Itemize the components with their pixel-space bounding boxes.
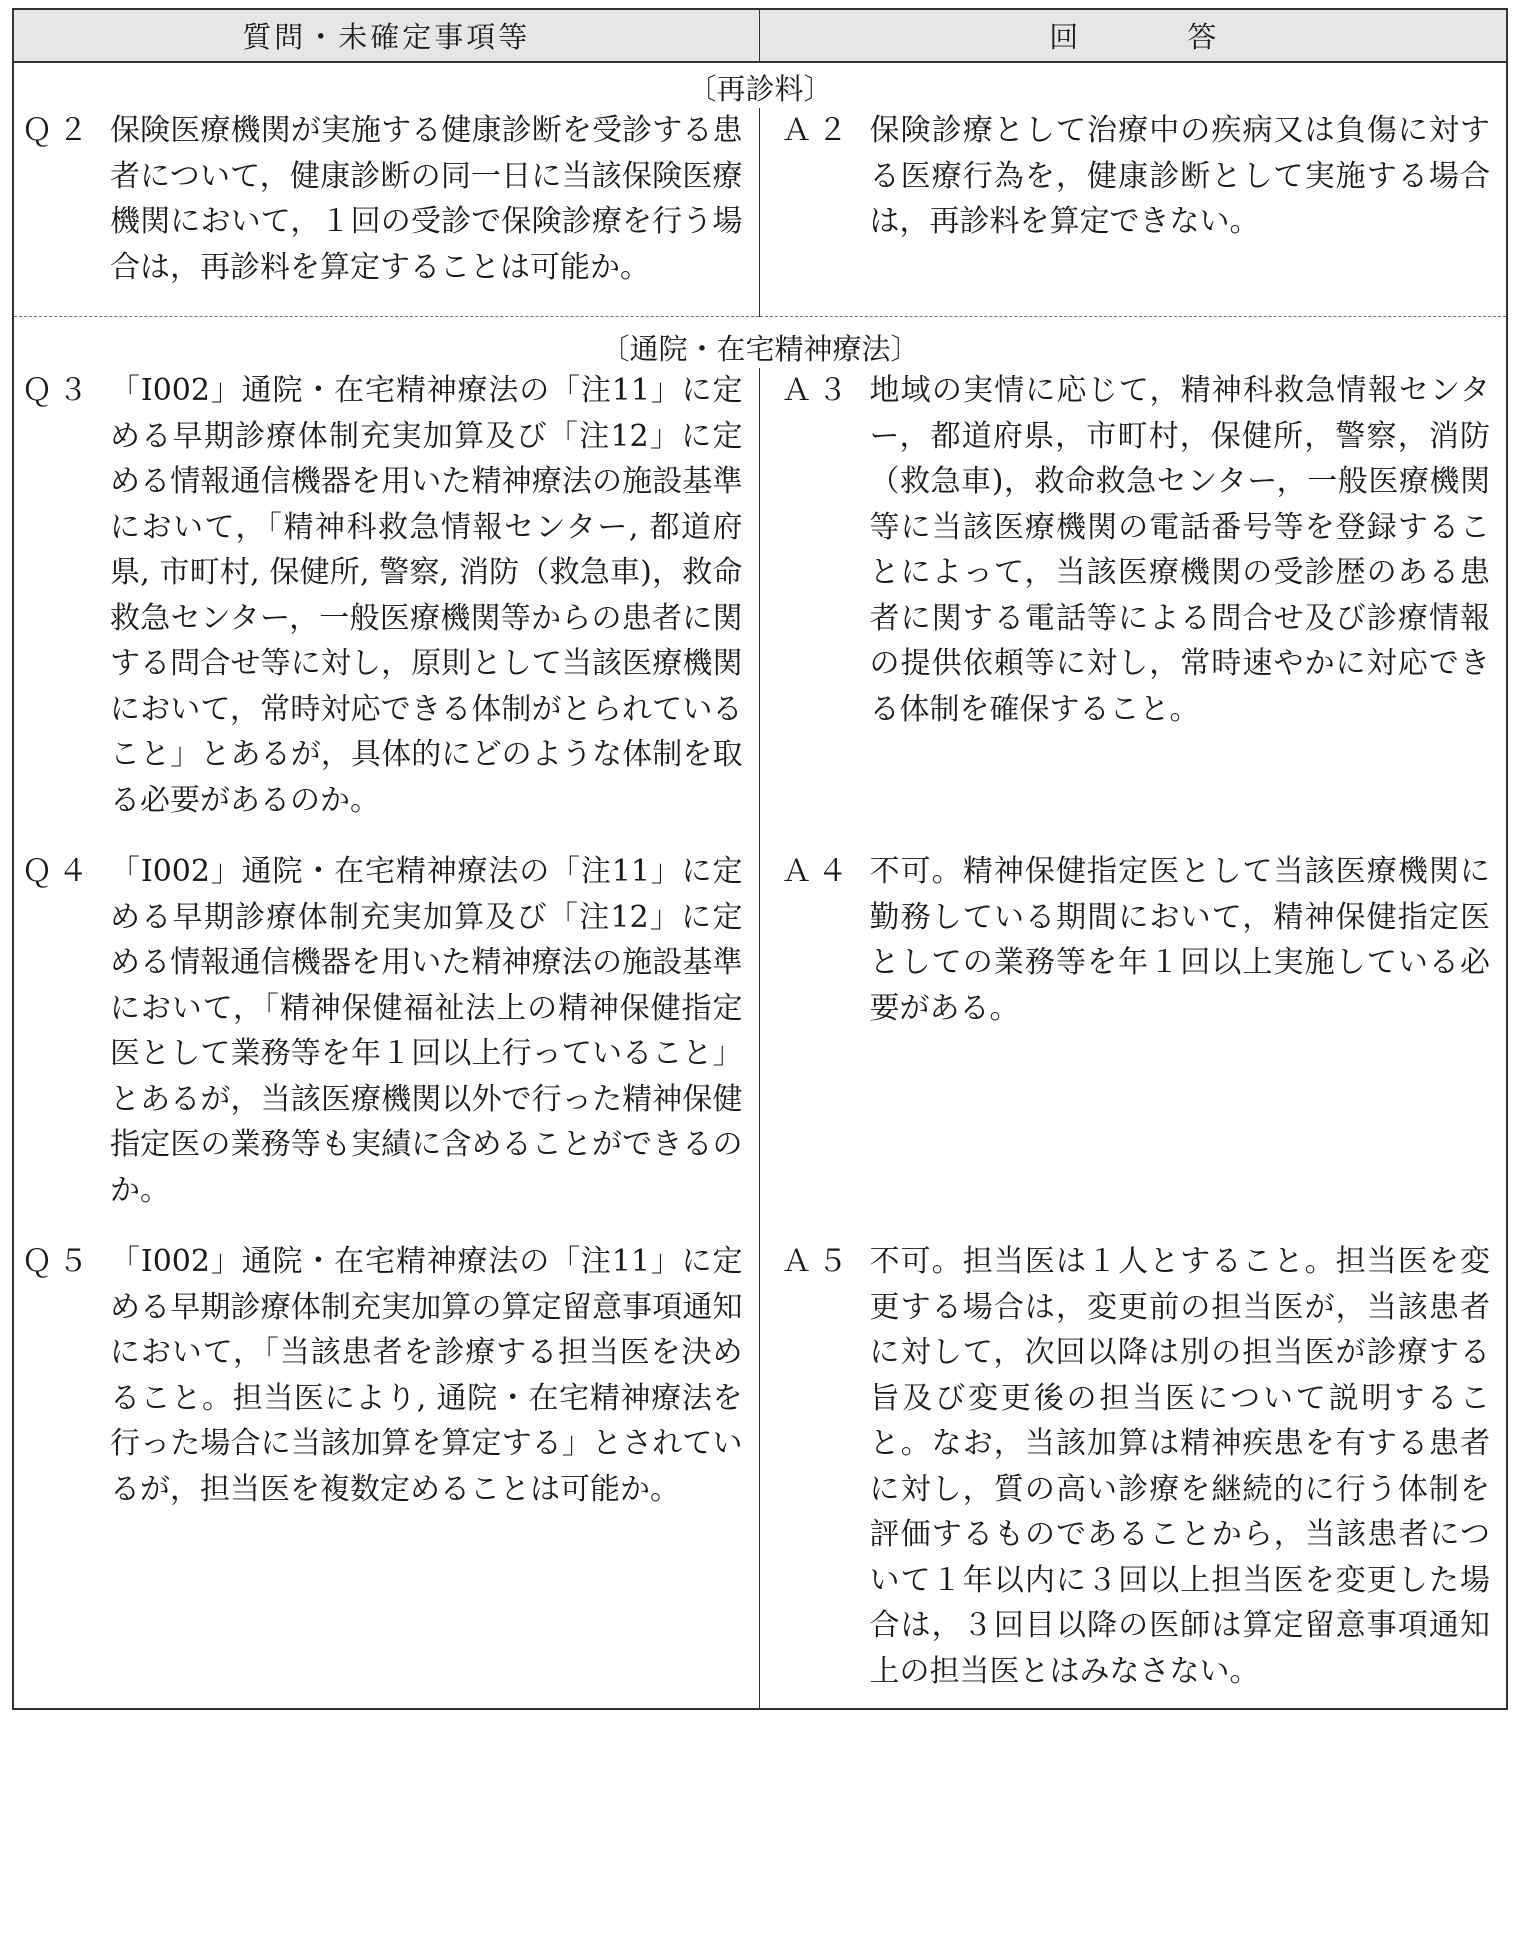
question-number: Ｑ５: [22, 1244, 94, 1279]
header-row: [13, 9, 1507, 62]
qa-row: [13, 1239, 1507, 1709]
answer-cell: [759, 1239, 1507, 1709]
answer-cell: [759, 368, 1507, 849]
question-text: 保険医療機関が実施する健康診断を受診する患者について，健康診断の同一日に当該保険医療機関において，１回の受診で保険診療を行う場合は，再診料を算定することは可能か。: [110, 113, 743, 285]
answer-number: Ａ５: [781, 1244, 854, 1279]
qa-document: [12, 8, 1506, 1710]
answer-text: 保険診療として治療中の疾病又は負傷に対する医療行為を，健康診断として実施する場合は，再診料を算定できない。: [869, 113, 1490, 239]
question-text: 「I002」通院・在宅精神療法の「注11」に定める早期診療体制充実加算の算定留意事項通知において，「当該患者を診療する担当医を決めること。担当医により, 通院・在宅精神療法を行った場合に当該加算を算定する」とされているが，担当医を複数定めることは可能か。: [110, 1244, 743, 1507]
section-title: 〔通院・在宅精神療法〕: [13, 317, 1507, 369]
answer-number: Ａ２: [781, 113, 854, 148]
section-row: [13, 317, 1507, 369]
question-cell: [13, 849, 759, 1239]
section-title: 〔再診料〕: [687, 72, 833, 106]
section-row: [13, 62, 1507, 108]
question-cell: [13, 1239, 759, 1709]
answer-text: 地域の実情に応じて，精神科救急情報センター，都道府県，市町村，保健所，警察，消防（救急車)，救命救急センター，一般医療機関等に当該医療機関の電話番号等を登録することによって，当該医療機関の受診歴のある患者に関する電話等による問合せ及び診療情報の提供依頼等に対し，常時速やかに対応できる体制を確保すること。: [869, 373, 1490, 727]
qa-row: [13, 849, 1507, 1239]
question-cell: [13, 368, 759, 849]
question-number: Ｑ３: [22, 373, 94, 408]
answer-cell: [759, 108, 1507, 317]
qa-row: [13, 108, 1507, 317]
question-column-header: 質問・未確定事項等: [13, 9, 759, 62]
question-text: 「I002」通院・在宅精神療法の「注11」に定める早期診療体制充実加算及び「注12」に定める情報通信機器を用いた精神療法の施設基準において，「精神科救急情報センター, 都道府県, 市町村, 保健所, 警察, 消防（救急車)，救命救急センター，一般医療機関等からの患者に関する問合せ等に対し，原則として当該医療機関において，常時対応できる体制がとられていること」とあるが，具体的にどのような体制を取る必要があるのか。: [110, 373, 743, 818]
answer-text: 不可。担当医は１人とすること。担当医を変更する場合は，変更前の担当医が，当該患者に対して，次回以降は別の担当医が診療する旨及び変更後の担当医について説明すること。なお，当該加算は精神疾患を有する患者に対し，質の高い診療を継続的に行う体制を評価するものであることから，当該患者について１年以内に３回以上担当医を変更した場合は，３回目以降の医師は算定留意事項通知上の担当医とはみなさない。: [869, 1244, 1490, 1689]
answer-number: Ａ３: [781, 373, 854, 408]
question-number: Ｑ２: [22, 113, 94, 148]
qa-table: [12, 8, 1508, 1710]
answer-text: 不可。精神保健指定医として当該医療機関に勤務している期間において，精神保健指定医としての業務等を年１回以上実施している必要がある。: [869, 854, 1490, 1026]
question-text: 「I002」通院・在宅精神療法の「注11」に定める早期診療体制充実加算及び「注12」に定める情報通信機器を用いた精神療法の施設基準において，「精神保健福祉法上の精神保健指定医として業務等を年１回以上行っていること」とあるが，当該医療機関以外で行った精神保健指定医の業務等も実績に含めることができるのか。: [110, 854, 743, 1208]
question-cell: [13, 108, 759, 317]
answer-column-header: 回 答: [759, 9, 1507, 62]
question-number: Ｑ４: [22, 854, 94, 889]
qa-row: [13, 368, 1507, 849]
answer-cell: [759, 849, 1507, 1239]
answer-number: Ａ４: [781, 854, 854, 889]
